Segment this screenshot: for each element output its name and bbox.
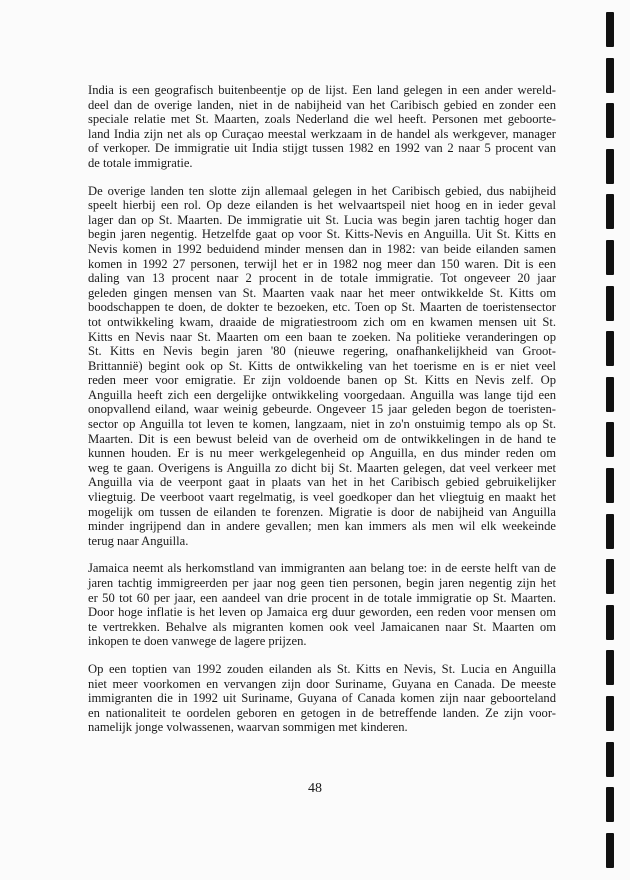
text-line: komen in 1992 27 personen, terwijl het er in 1982 nog meer dan 150 waren. Dit is een [88,256,556,271]
binding-hole [606,286,614,321]
text-line: jaren tachtig immigreerden per jaar nog geen tien personen, begin jaren negentig zijn het [88,576,556,590]
text-line: Jamaica neemt als herkomstland van immigranten aan belang toe: in de eerste helft van de [88,561,556,576]
binding-hole [606,377,614,412]
text-line: daling van 13 procent naar 2 procent in de totale immigratie. Tot ongeveer 20 jaar [88,271,556,286]
text-line: tot ontwikkeling kwam, draaide de migratiestroom zich om en kwamen mensen uit St. [88,314,556,329]
text-line: namelijk jonge volwassenen, waarvan sommigen met kinderen. [88,720,408,735]
binding-hole [606,12,614,47]
text-line: speciale relatie met St. Maarten, zoals Nederland die wel heeft. Personen met geboorte- [88,112,556,127]
text-line: sector op Anguilla tot leven te komen, langzaam, niet in zo'n onstuimig tempo als op St. [88,417,556,432]
paragraph [88,83,556,171]
text-line: lager dan op St. Maarten. De immigratie uit St. Lucia was begin jaren tachtig hoger dan [88,212,556,227]
binding-hole [606,742,614,777]
binding-hole [606,194,614,229]
text-line: speelt hierbij een rol. Op deze eilanden is het welvaartspeil niet hoog en in ieder geval [88,198,556,213]
binding-hole [606,650,614,685]
text-line: Kitts en Nevis naar St. Maarten om een baan te zoeken. Na politieke veranderingen op [88,329,556,344]
text-line: te vertrekken. Behalve als migranten komen ook veel Jamaicanen naar St. Maarten om [88,619,556,634]
page-number: 48 [308,781,322,796]
text-line: land India zijn net als op Curaçao meestal werkzaam in de handel als werkgever, manager [88,126,556,141]
text-line: Anguilla heeft zich een dergelijke ontwikkeling voorgedaan. Anguilla was lange tijd een [88,387,556,402]
text-line: niet meer voorkomen en vervangen zijn door Suriname, Guyana en Canada. De meeste [88,676,556,691]
text-line: Nevis komen in 1992 beduidend minder mensen dan in 1982: van beide eilanden samen [88,241,556,256]
text-line: immigranten die in 1992 uit Suriname, Guyana of Canada komen zijn naar geboorteland [88,691,556,706]
text-line: of verkoper. De immigratie uit India stijgt tussen 1982 en 1992 van 2 naar 5 procent van [88,141,556,156]
text-line: Door hoge inflatie is het leven op Jamaica erg duur geworden, een reden voor mensen om [88,605,556,620]
text-line: vliegtuig. De veerboot vaart regelmatig, is veel goedkoper dan het vliegtuig en maakt het [88,490,556,505]
text-line: minder ingrijpend dan in andere gevallen; men kan immers als men wil elk weekeinde [88,519,556,534]
text-line: St. Kitts en Nevis begin jaren '80 (nieuwe regering, onafhankelijkheid van Groot- [88,344,556,359]
binding-hole [606,240,614,275]
paragraph [88,184,556,549]
text-line: boodschappen te doen, de dokter te bezoeken, etc. Toen op St. Maarten de toeristensector [88,300,556,315]
binding-hole [606,787,614,822]
paragraph [88,561,556,649]
binding-hole [606,833,614,868]
text-line: mogelijk om tussen de eilanden te forenzen. Migratie is door de nabijheid van Anguilla [88,504,556,519]
text-line: Op een toptien van 1992 zouden eilanden als St. Kitts en Nevis, St. Lucia en Anguilla [88,661,556,676]
text-line: inkopen te doen vanwege de lagere prijzen. [88,634,307,649]
text-line: de totale immigratie. [88,155,193,170]
text-line: De overige landen ten slotte zijn allemaal gelegen in het Caribisch gebied, dus nabijheid [88,183,556,198]
binding-hole [606,331,614,366]
text-line: onopvallend eiland, waar weinig gebeurde. Ongeveer 15 jaar geleden begon de toeristen- [88,402,556,417]
text-line: deel dan de overige landen, niet in de nabijheid van het Caribisch gebied en zonder een [88,97,556,112]
text-line: India is een geografisch buitenbeentje op de lijst. Een land gelegen in een ander wereld- [88,83,556,97]
binding-hole [606,559,614,594]
binding-hole [606,696,614,731]
text-line: begin jaren negentig. Hetzelfde gaat op voor St. Kitts-Nevis en Anguilla. Uit St. Kitts en [88,227,556,242]
text-line: terug naar Anguilla. [88,533,189,548]
text-line: geleden gingen mensen van St. Maarten vaak naar het meer ontwikkelde St. Kitts om [88,285,556,300]
binding-hole [606,149,614,184]
binding-hole [606,422,614,457]
binding-hole [606,605,614,640]
binding-hole [606,58,614,93]
ring-binding [606,0,615,880]
binding-hole [606,468,614,503]
text-line: Maarten. Dit is een bewust beleid van de overheid om de ontwikkelingen in de hand te [88,431,556,446]
text-line: en nationaliteit te oordelen geboren en getogen in de betreffende landen. Ze zijn voor- [88,705,556,720]
text-line: Brittannië) begint ook op St. Kitts de ontwikkeling van het toerisme en is er niet veel [88,358,556,373]
binding-hole [606,103,614,138]
binding-hole [606,514,614,549]
text-line: reden meer voor emigratie. Er zijn voldoende banen op St. Kitts en Nevis zelf. Op [88,373,556,388]
text-line: kunnen houden. Er is nu meer werkgelegenheid op Anguilla, en dus minder reden om [88,446,556,461]
text-line: Anguilla via de veerpont gaat in plaats van het in het Caribisch gebied gebruikelijker [88,475,556,490]
paragraph [88,662,556,735]
document-body [88,83,556,735]
text-line: weg te gaan. Overigens is Anguilla zo dicht bij St. Maarten gelegen, dat veel verkeer met [88,460,556,475]
text-line: er 50 tot 60 per jaar, een aandeel van drie procent in de totale immigratie op St. Maarten. [88,590,556,605]
